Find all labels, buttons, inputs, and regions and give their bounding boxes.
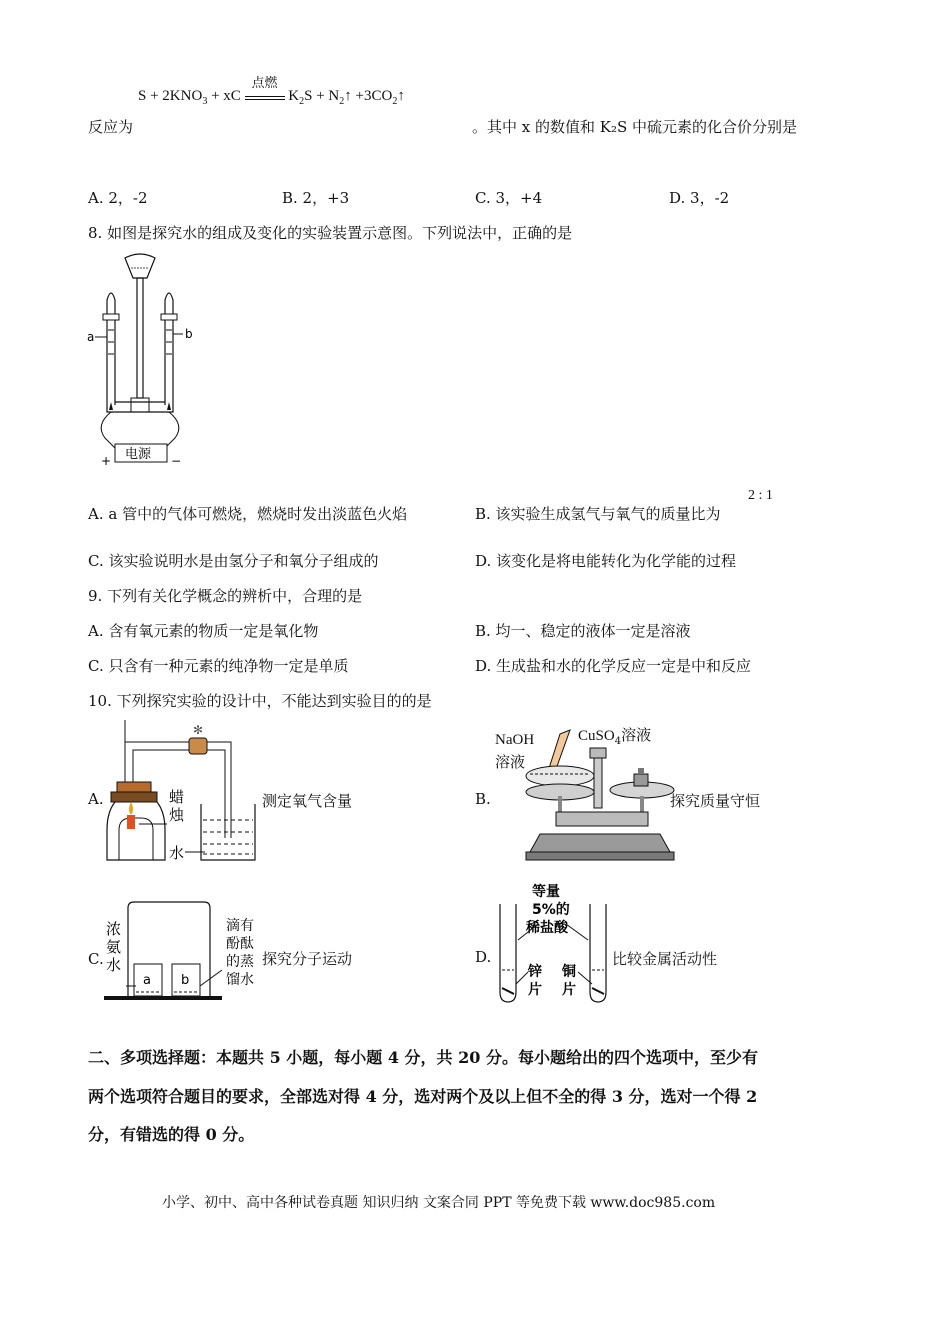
plus-sign: + [101,454,112,468]
q7-option-b: B. 2，+3 [282,189,350,207]
section2-line2: 两个选项符合题目的要求，全部选对得 4 分，选对两个及以上但不全的得 3 分，选对一个得 2 [88,1087,758,1106]
q7-option-c: C. 3，+4 [475,189,543,207]
naoh-label: NaOH [495,732,535,748]
zinc-label-2: 片 [528,982,542,998]
q9-option-b: B. 均一、稳定的液体一定是溶液 [475,622,691,640]
naoh-solution-label: 溶液 [495,753,526,771]
reaction-arrow [245,75,285,100]
beaker-b-label: b [181,973,190,988]
q7-lead: 反应为 [88,118,134,136]
q9-option-c: C. 只含有一种元素的纯净物一定是单质 [88,657,349,675]
water-label: 水 [169,844,185,862]
svg-text:✻: ✻ [193,723,204,737]
zinc-label-1: 锌 [528,964,542,980]
section2-line3: 分，有错选的得 0 分。 [88,1125,255,1144]
beaker-a-label: a [143,973,151,988]
q8-stem: 8. 如图是探究水的组成及变化的实验装置示意图。下列说法中，正确的是 [88,224,573,242]
q7-option-d: D. 3，-2 [669,189,730,207]
ammonia-label-3: 水 [106,956,122,974]
molecular-motion-figure [100,888,360,1006]
q10-stem: 10. 下列探究实验的设计中，不能达到实验目的的是 [88,692,432,710]
q8-option-b: B. 该实验生成氢气与氧气的质量比为 [475,505,721,523]
q8-option-b-ratio: 2 : 1 [748,488,773,503]
q10-option-b-letter: B. [475,790,491,808]
q10-option-c-letter: C. [88,950,104,968]
electrolysis-apparatus-figure [85,250,195,470]
q8-option-d: D. 该变化是将电能转化为化学能的过程 [475,552,737,570]
phenol-label-1: 滴有 [226,918,254,934]
phenol-label-2: 酚酞 [226,936,254,952]
q8-option-a: A. a 管中的气体可燃烧，燃烧时发出淡蓝色火焰 [88,505,408,523]
q7-tail: 。其中 x 的数值和 K₂S 中硫元素的化合价分别是 [472,118,798,136]
q10-option-a-letter: A. [88,790,104,808]
reaction-condition: 点燃 [251,75,278,90]
q10-option-c-caption: 探究分子运动 [262,950,353,968]
q9-option-a: A. 含有氧元素的物质一定是氧化物 [88,622,319,640]
acid-label-2: 5%的 [532,902,570,918]
oxygen-content-apparatus-figure [105,720,265,865]
q8-option-c: C. 该实验说明水是由氢分子和氧分子组成的 [88,552,379,570]
q7-option-a: A. 2，-2 [88,189,148,207]
acid-label-3: 稀盐酸 [526,920,568,936]
q10-option-a-caption: 测定氧气含量 [262,792,353,810]
phenol-label-3: 的蒸 [226,954,254,970]
copper-label-1: 铜 [562,964,576,980]
page-footer: 小学、初中、高中各种试卷真题 知识归纳 文案合同 PPT 等免费下载 www.doc985.com [162,1195,716,1211]
minus-sign: − [171,454,182,468]
q9-stem: 9. 下列有关化学概念的辨析中，合理的是 [88,587,363,605]
tube-label-b: b [185,327,193,341]
phenol-label-4: 馏水 [226,972,254,988]
q10-option-d-caption: 比较金属活动性 [612,950,718,968]
ammonia-label-1: 浓 [106,920,122,938]
chemical-equation: $S + 2KNO_3$ + xC 点燃 $K_2S$ + $N_2↑$ $+3CO_2↑$ [138,88,405,107]
q10-option-b-caption: 探究质量守恒 [670,792,761,810]
q9-option-d: D. 生成盐和水的化学反应一定是中和反应 [475,657,752,675]
acid-label-1: 等量 [532,884,560,900]
candle-label-2: 烛 [169,806,185,824]
q10-option-d-letter: D. [475,948,492,966]
balance-scale-figure [520,726,680,864]
cuso4-label: CuSO$_4$溶液 [578,726,652,747]
metal-activity-figure [492,880,622,1008]
candle-label-1: 蜡 [169,788,185,806]
power-source-label: 电源 [125,447,152,462]
tube-label-a: a [87,330,95,344]
copper-label-2: 片 [562,982,576,998]
ammonia-label-2: 氨 [106,938,122,956]
section2-line1: 二、多项选择题：本题共 5 小题，每小题 4 分，共 20 分。每小题给出的四个选项中，至少有 [88,1048,758,1067]
